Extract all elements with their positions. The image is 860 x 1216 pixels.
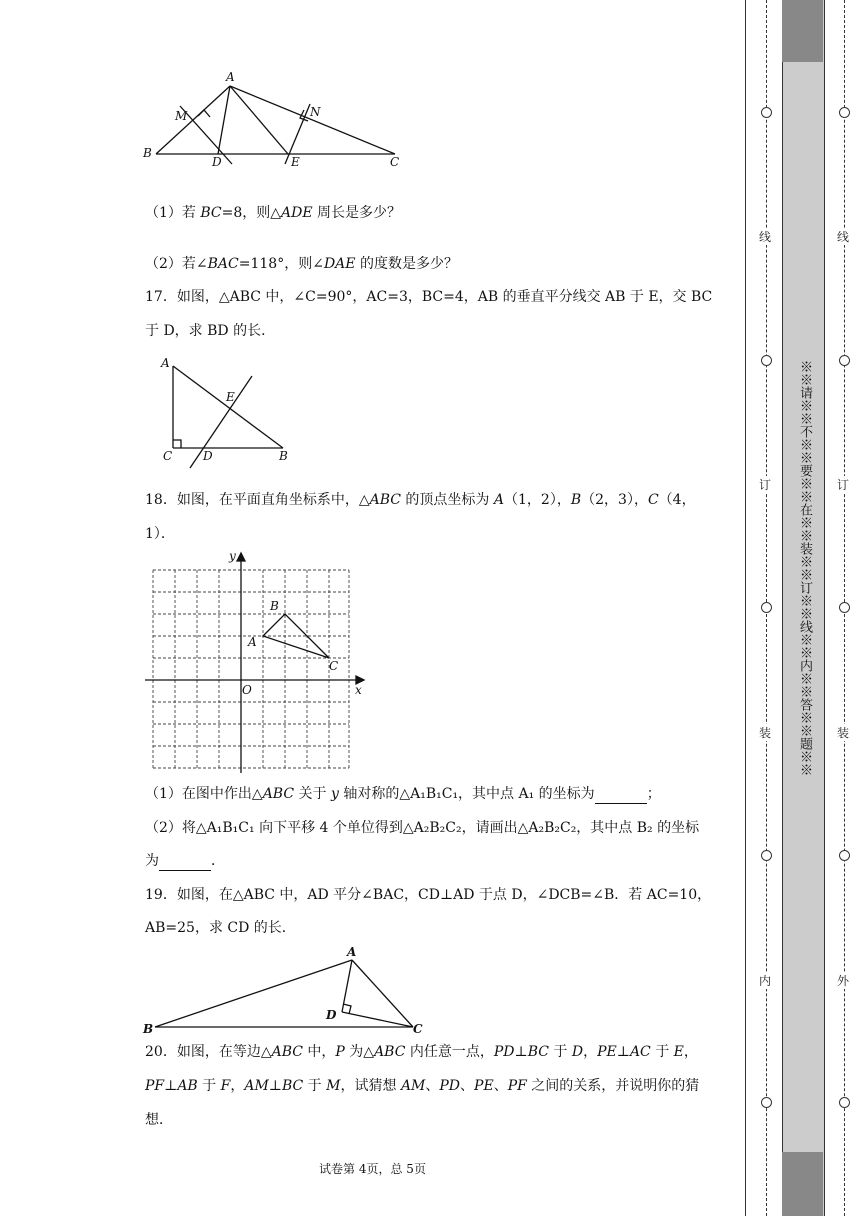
- q18-label-C: C: [329, 659, 339, 673]
- q18-axis-y-label: y: [229, 549, 236, 563]
- q16-part1: （1）若 BC=8，则△ADE 周长是多少？: [145, 205, 402, 221]
- inner-ring-2: [761, 355, 772, 366]
- binding-notice: ※※请※※不※※要※※在※※装※※订※※线※※内※※答※※题※※: [797, 360, 812, 776]
- q18-part2-line1: （2）将△A₁B₁C₁ 向下平移 4 个单位得到△A₂B₂C₂，请画出△A₂B₂C₂，其中点 B₂ 的坐标: [145, 820, 700, 836]
- q19-label-A: A: [347, 945, 357, 959]
- inner-ring-3: [761, 602, 772, 613]
- q16-part2: （2）若∠BAC=118°，则∠DAE 的度数是多少？: [145, 256, 458, 272]
- q16-label-A: A: [226, 70, 235, 84]
- q18-part1: （1）在图中作出△ABC 关于 y 轴对称的△A₁B₁C₁，其中点 A₁ 的坐标为 ；: [145, 786, 661, 802]
- outer-word-staple: 装: [837, 726, 850, 740]
- q16-label-B: B: [143, 146, 152, 160]
- inner-word-inside: 内: [759, 974, 772, 988]
- inner-ring-1: [761, 107, 772, 118]
- q20-text-line3: 想．: [145, 1112, 173, 1128]
- q18-label-B: B: [270, 599, 279, 613]
- q17-text-line2: 于 D，求 BD 的长．: [145, 323, 276, 339]
- outer-word-line: 线: [837, 230, 850, 244]
- outer-word-outside: 外: [837, 974, 850, 988]
- q18-origin-label: O: [242, 683, 252, 697]
- q19-text-line1: 19．如图，在△ABC 中，AD 平分∠BAC，CD⊥AD 于点 D，∠DCB=∠B．若 AC=10，: [145, 887, 712, 903]
- page-footer: 试卷第 4页，总 5页: [319, 1162, 426, 1176]
- q17-label-D: D: [203, 449, 213, 463]
- inner-word-line: 线: [759, 230, 772, 244]
- outer-ring-3: [839, 602, 850, 613]
- q17-label-B: B: [279, 449, 288, 463]
- q20-text-line2: PF⊥AB 于 F，AM⊥BC 于 M，试猜想 AM、PD、PE、PF 之间的关系，并说明你的猜: [145, 1078, 700, 1094]
- outer-ring-5: [839, 1097, 850, 1108]
- outer-ring-2: [839, 355, 850, 366]
- q18-answer-blank-2[interactable]: [159, 856, 211, 871]
- q18-answer-blank-1[interactable]: [595, 789, 647, 804]
- inner-word-bind: 订: [759, 478, 772, 492]
- q18-axis-x-label: x: [355, 683, 362, 697]
- q16-label-N: N: [310, 105, 321, 119]
- q19-label-B: B: [143, 1022, 154, 1036]
- inner-ring-4: [761, 850, 772, 861]
- q18-text-line1: 18．如图，在平面直角坐标系中，△ABC 的顶点坐标为 A（1，2），B（2，3），C（4，: [145, 492, 696, 508]
- q16-label-E: E: [291, 155, 300, 169]
- q17-figure: [155, 352, 300, 472]
- q20-text-line1: 20．如图，在等边△ABC 中，P 为△ABC 内任意一点，PD⊥BC 于 D，PE⊥AC 于 E，: [145, 1044, 698, 1060]
- q18-text-line2: 1）．: [145, 526, 175, 542]
- outer-ring-1: [839, 107, 850, 118]
- q17-text-line1: 17．如图，△ABC 中，∠C=90°，AC=3，BC=4，AB 的垂直平分线交 AB 于 E，交 BC: [145, 289, 713, 305]
- inner-ring-5: [761, 1097, 772, 1108]
- q16-figure: [140, 68, 415, 173]
- q19-label-D: D: [326, 1008, 337, 1022]
- q16-label-C: C: [390, 155, 400, 169]
- inner-word-staple: 装: [759, 726, 772, 740]
- q17-label-E: E: [226, 390, 235, 404]
- outer-word-bind: 订: [837, 478, 850, 492]
- q16-label-M: M: [175, 109, 188, 123]
- q18-part2-line2: 为 ．: [145, 853, 225, 869]
- q17-label-A: A: [161, 356, 170, 370]
- q16-label-D: D: [212, 155, 222, 169]
- q19-text-line2: AB=25，求 CD 的长．: [145, 920, 296, 936]
- q19-figure: [140, 940, 435, 1038]
- q18-label-A: A: [248, 635, 257, 649]
- q18-coordinate-grid: [140, 548, 370, 773]
- q19-label-C: C: [413, 1022, 423, 1036]
- q17-label-C: C: [163, 449, 173, 463]
- outer-ring-4: [839, 850, 850, 861]
